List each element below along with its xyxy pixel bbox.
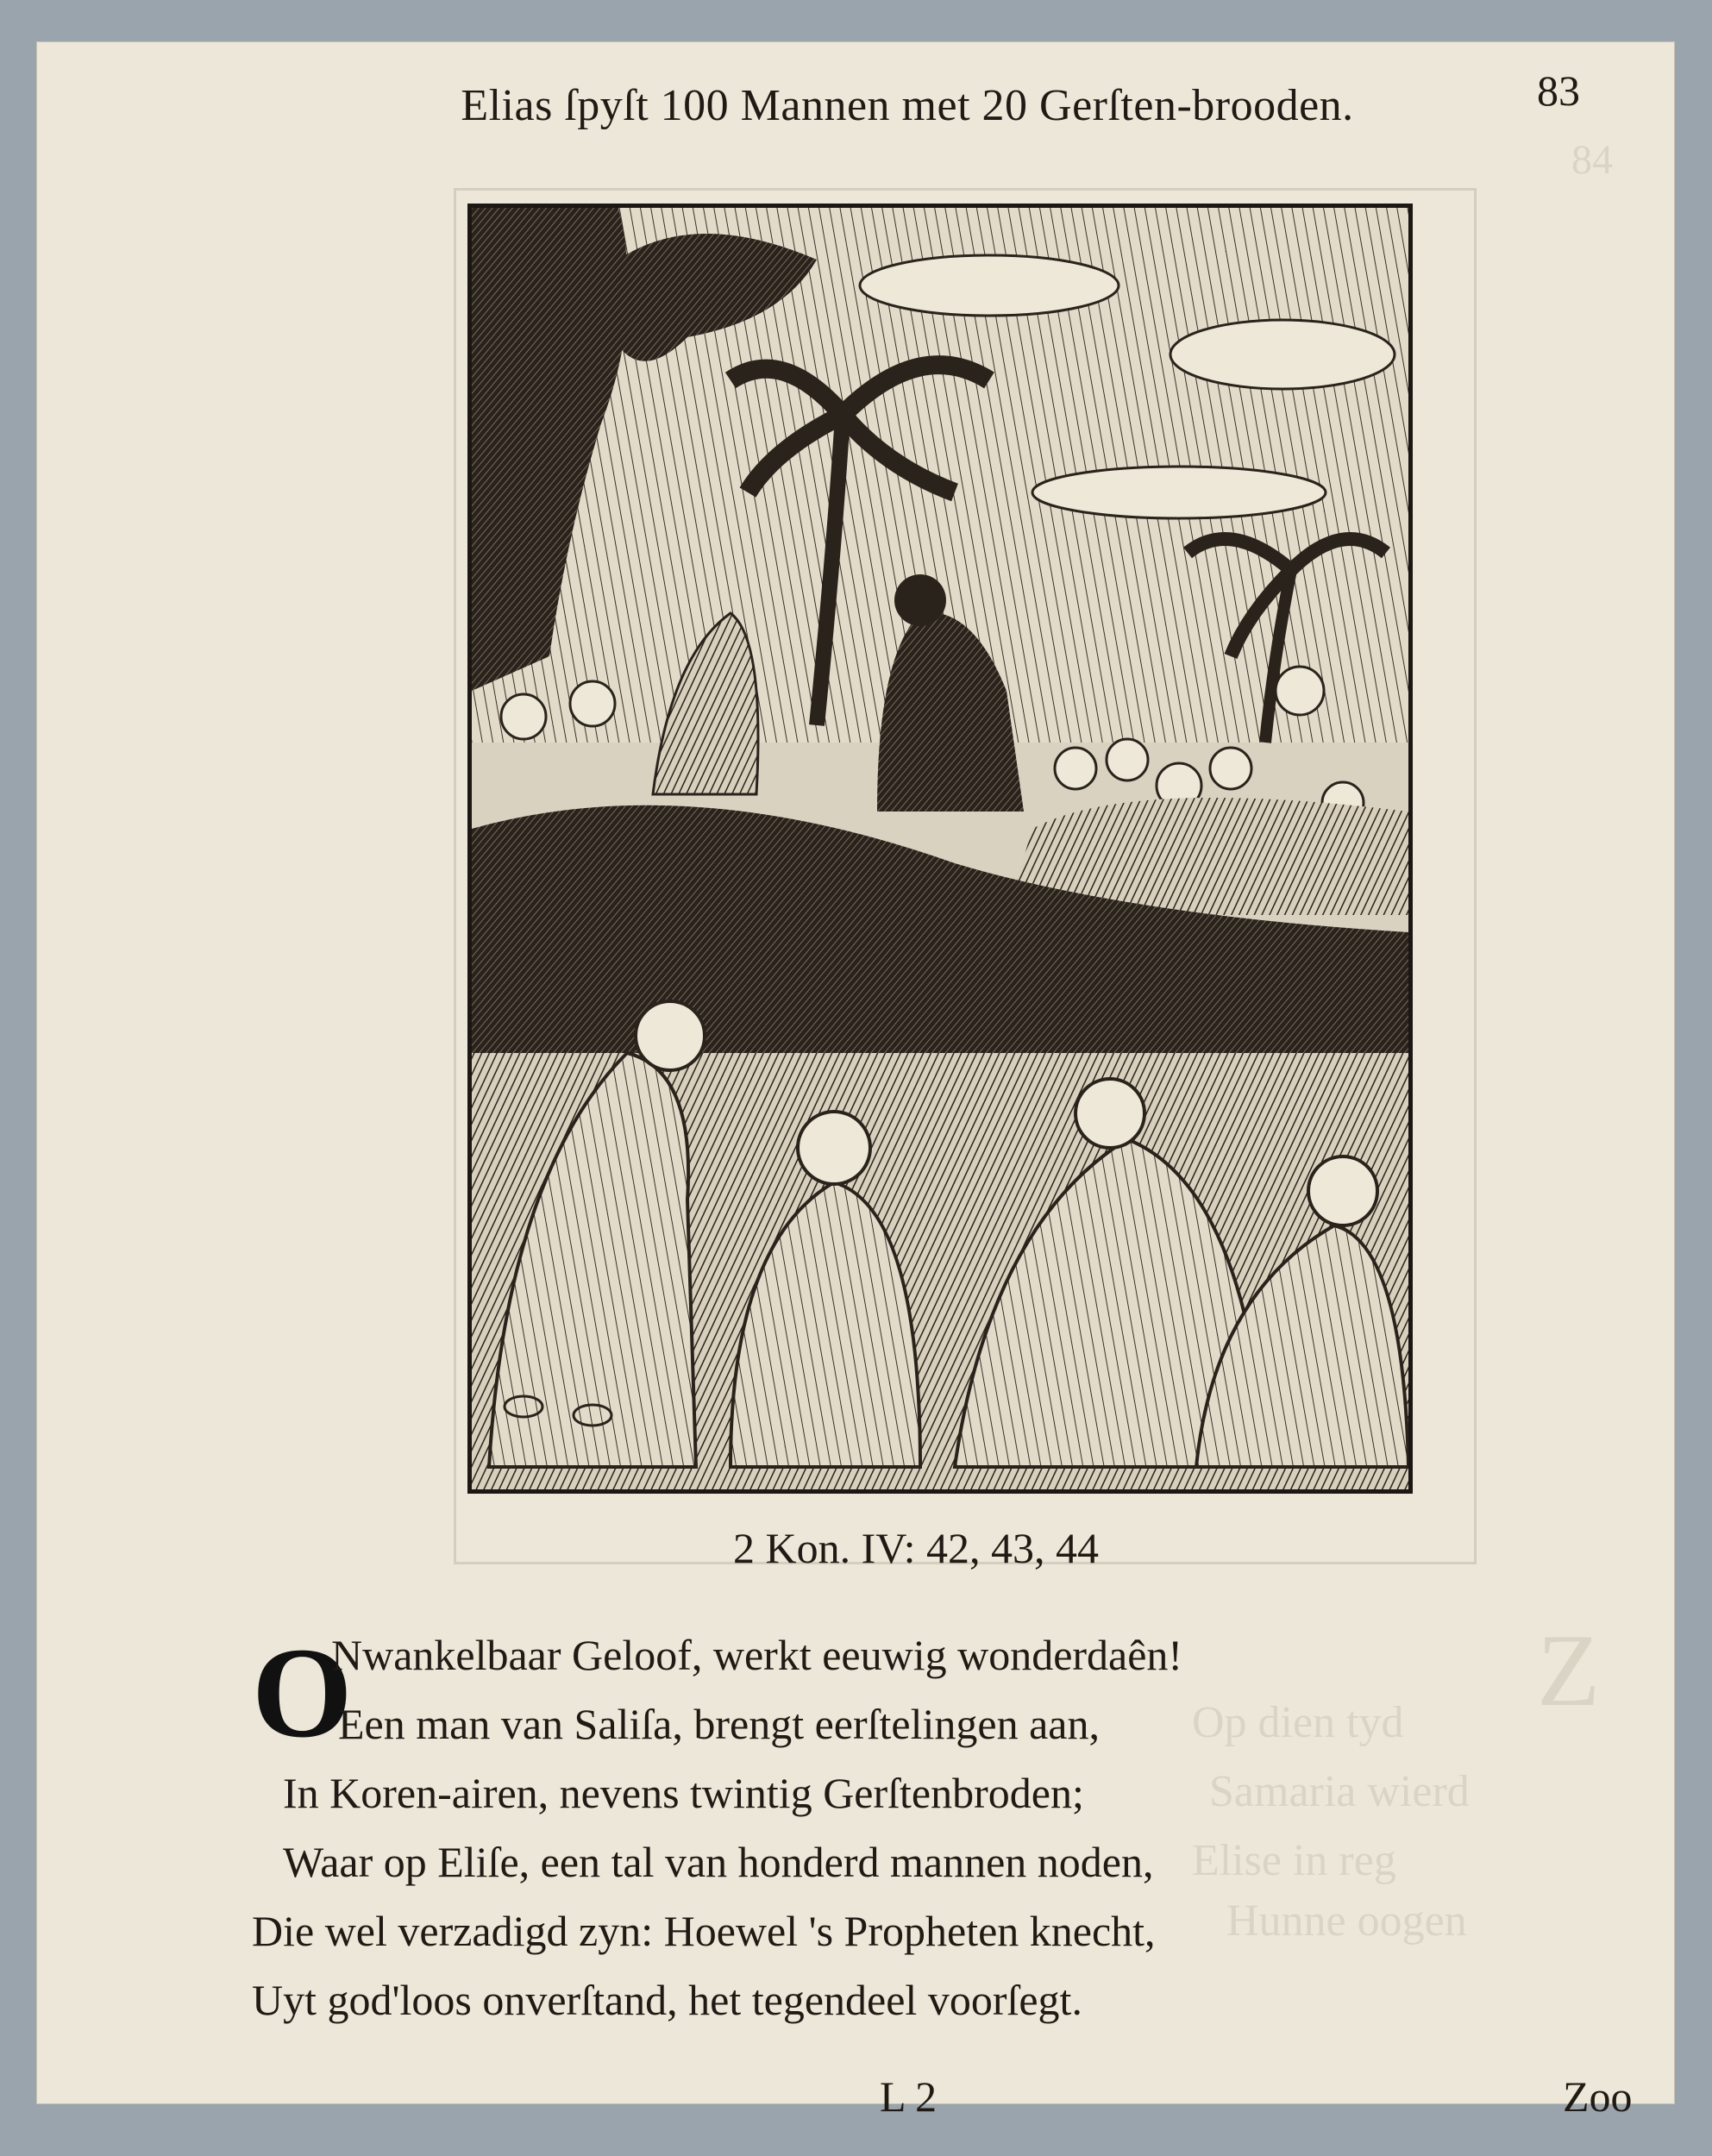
woodcut-illustration [467, 204, 1413, 1494]
running-title: Elias ſpyſt 100 Mannen met 20 Gerſten-brooden. [461, 81, 1354, 130]
scripture-reference: 2 Kon. IV: 42, 43, 44 [732, 1524, 1100, 1572]
show-through-text: Op dien tyd [1192, 1698, 1404, 1747]
book-page [36, 41, 1675, 2121]
show-through-initial: Z [1537, 1613, 1601, 1727]
poem-line: In Koren-airen, nevens twintig Gerſtenbroden; [283, 1769, 1084, 1817]
show-through-text: 84 [1571, 137, 1613, 183]
page-number: 83 [1537, 66, 1580, 115]
signature-mark: L 2 [880, 2072, 938, 2121]
show-through-text: Samaria wierd [1209, 1767, 1470, 1816]
poem-line: Waar op Eliſe, een tal van honderd mannen noden, [283, 1838, 1154, 1886]
poem-line: Een man van Saliſa, brengt eerſtelingen aan, [338, 1700, 1100, 1748]
poem-line: Uyt god'loos onverſtand, het tegendeel voorſegt. [252, 1976, 1082, 2024]
poem-line: Die wel verzadigd zyn: Hoewel 's Propheten knecht, [252, 1907, 1156, 1955]
show-through-text: Hunne oogen [1226, 1896, 1467, 1946]
catchword: Zoo [1563, 2072, 1633, 2121]
drop-cap: O [252, 1621, 353, 1764]
poem-line: Nwankelbaar Geloof, werkt eeuwig wonderdaên! [331, 1631, 1183, 1679]
show-through-text: Elise in reg [1192, 1836, 1396, 1885]
